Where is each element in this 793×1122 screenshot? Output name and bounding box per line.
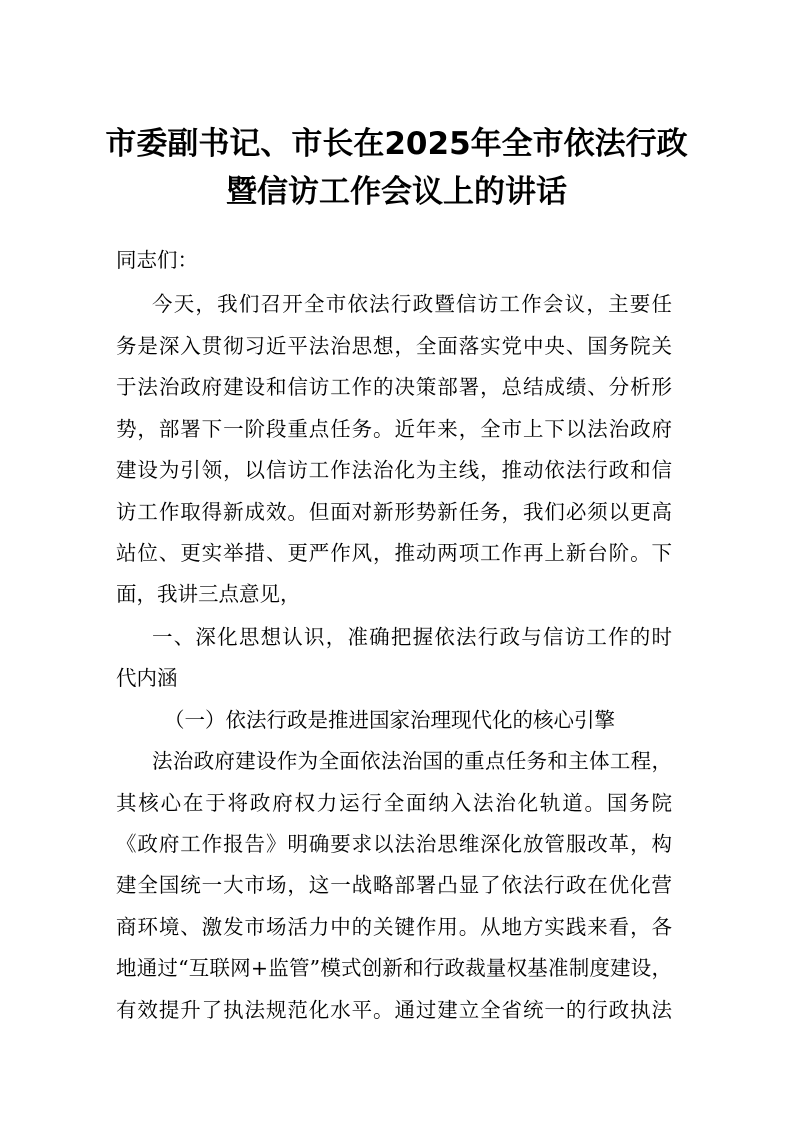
body-line: 访工作取得新成效。但面对新形势新任务，我们必须以更高 — [116, 500, 672, 524]
body-line: 于法治政府建设和信访工作的决策部署，总结成绩、分析形 — [116, 375, 672, 399]
body-line: 站位、更实举措、更严作风，推动两项工作再上新台阶。下 — [116, 541, 672, 565]
document-title-line-1: 市委副书记、市长在2025年全市依法行政 — [105, 126, 688, 162]
body-line: 有效提升了执法规范化水平。通过建立全省统一的行政执法 — [116, 998, 672, 1022]
body-line: 今天，我们召开全市依法行政暨信访工作会议，主要任 — [152, 292, 672, 316]
body-line: 务是深入贯彻习近平法治思想，全面落实党中央、国务院关 — [116, 334, 672, 358]
body-line: 商环境、激发市场活力中的关键作用。从地方实践来看，各 — [116, 915, 672, 939]
body-line: 势，部署下一阶段重点任务。近年来，全市上下以法治政府 — [116, 417, 672, 441]
section-heading: 一、深化思想认识，准确把握依法行政与信访工作的时 — [152, 625, 672, 649]
body-line: 《政府工作报告》明确要求以法治思维深化放管服改革，构 — [116, 832, 672, 856]
body-line: 建全国统一大市场，这一战略部署凸显了依法行政在优化营 — [116, 873, 672, 897]
body-line: 建设为引领，以信访工作法治化为主线，推动依法行政和信 — [116, 458, 672, 482]
salutation: 同志们： — [116, 248, 198, 272]
body-line: 面，我讲三点意见， — [116, 582, 301, 606]
body-line: 法治政府建设作为全面依法治国的重点任务和主体工程， — [152, 749, 672, 773]
subsection-heading: （一）依法行政是推进国家治理现代化的核心引擎 — [164, 708, 615, 732]
body-line: 地通过“互联网+监管”模式创新和行政裁量权基准制度建设， — [116, 956, 672, 980]
body-line: 其核心在于将政府权力运行全面纳入法治化轨道。国务院 — [116, 791, 672, 815]
document-title-line-2: 暨信访工作会议上的讲话 — [226, 174, 567, 210]
section-heading: 代内涵 — [116, 666, 178, 690]
